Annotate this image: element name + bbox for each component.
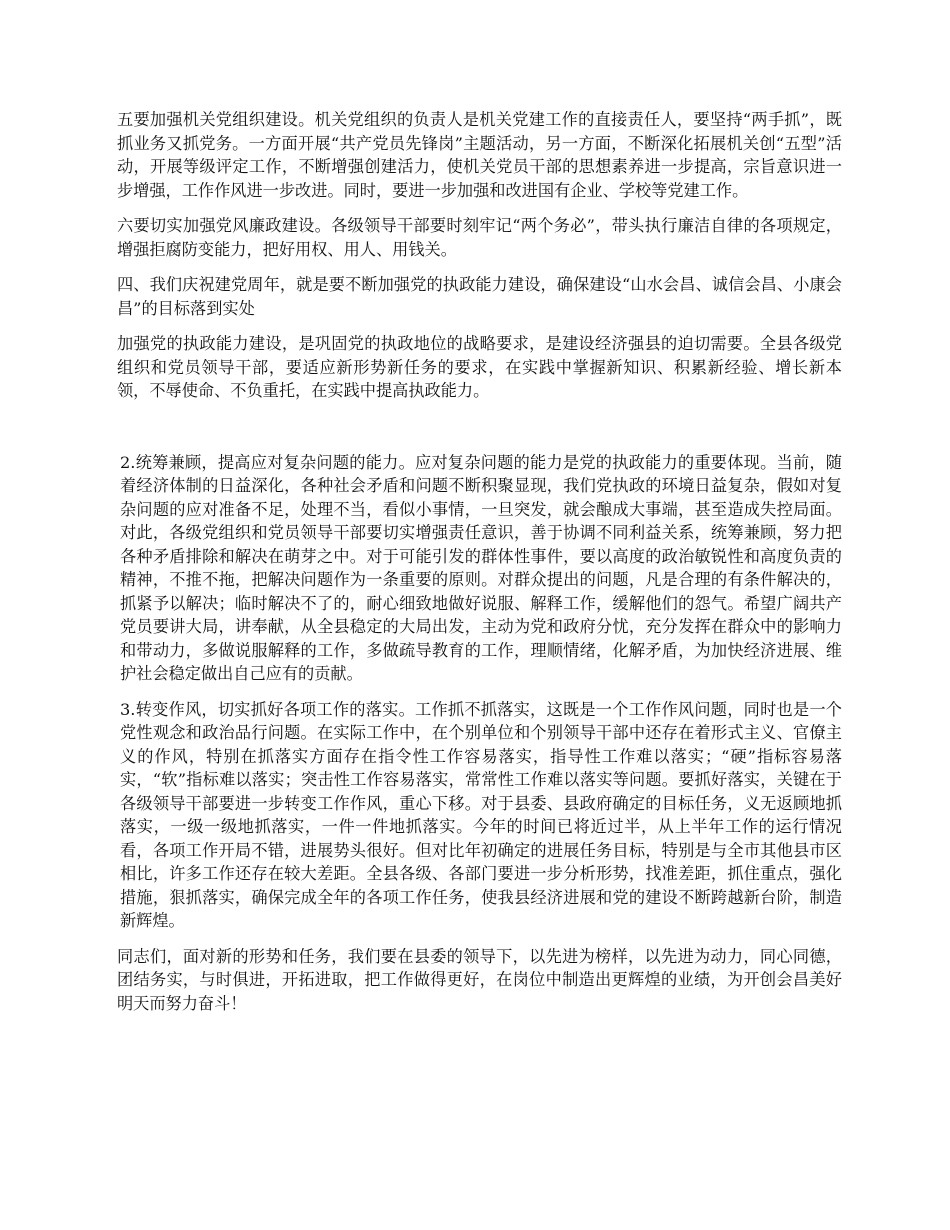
paragraph-closing: 同志们，面对新的形势和任务，我们要在县委的领导下，以先进为榜样，以先进为动力，同心同德，团结务实，与时俱进，开拓进取，把工作做得更好，在岗位中制造出更辉煌的业绩，为开创会昌美好明天而努力奋斗！: [117, 946, 842, 1013]
paragraph-party-organization: 五要加强机关党组织建设。机关党组织的负责人是机关党建工作的直接责任人，要坚持“两手抓”，既抓业务又抓党务。一方面开展“共产党员先锋岗”主题活动，另一方面，不断深化拓展机关创“五型”活动，开展等级评定工作，不断增强创建活力，使机关党员干部的思想素养进一步提高，宗旨意识进一步增强，工作作风进一步改进。同时，要进一步加强和改进国有企业、学校等党建工作。: [117, 110, 842, 200]
paragraph-governing-capacity: 加强党的执政能力建设，是巩固党的执政地位的战略要求，是建设经济强县的迫切需要。全县各级党组织和党员领导干部，要适应新形势新任务的要求，在实践中掌握新知识、积累新经验、增长新本领，不辱使命、不负重托，在实践中提高执政能力。: [117, 334, 842, 400]
paragraph-item-3: 3.转变作风，切实抓好各项工作的落实。工作抓不抓落实，这既是一个工作作风问题，同时也是一个党性观念和政治品行问题。在实际工作中，在个别单位和个别领导干部中还存在着形式主义、官僚主义的作风，特别在抓落实方面存在指令性工作容易落实，指导性工作难以落实；“硬”指标容易落实，“软”指标难以落实；突击性工作容易落实，常常性工作难以落实等问题。要抓好落实，关键在于各级领导干部要进一步转变工作作风，重心下移。对于县委、县政府确定的目标任务，义无返顾地抓落实，一级一级地抓落实，一件一件地抓落实。今年的时间已将近过半，从上半年工作的运行情况看，各项工作开局不错，进展势头很好。但对比年初确定的进展任务目标，特别是与全市其他县市区相比，许多工作还存在较大差距。全县各级、各部门要进一步分析形势，找准差距，抓住重点，强化措施，狠抓落实，确保完成全年的各项工作任务，使我县经济进展和党的建设不断跨越新台阶，制造新辉煌。: [120, 699, 842, 930]
document-body: [117, 108, 842, 1027]
section-spacer: [117, 415, 842, 451]
section-heading-four: 四、我们庆祝建党周年，就是要不断加强党的执政能力建设，确保建设“山水会昌、诚信会昌、小康会昌”的目标落到实处: [117, 275, 842, 318]
paragraph-clean-government: 六要切实加强党风廉政建设。各级领导干部要时刻牢记“两个务必”，带头执行廉洁自律的各项规定，增强拒腐防变能力，把好用权、用人、用钱关。: [117, 216, 842, 259]
paragraph-item-2: 2.统筹兼顾，提高应对复杂问题的能力。应对复杂问题的能力是党的执政能力的重要体现。当前，随着经济体制的日益深化，各种社会矛盾和问题不断积聚显现，我们党执政的环境日益复杂，假如对复杂问题的应对准备不足，处理不当，看似小事情，一旦突发，就会酿成大事端，甚至造成失控局面。对此，各级党组织和党员领导干部要切实增强责任意识，善于协调不同利益关系，统筹兼顾，努力把各种矛盾排除和解决在萌芽之中。对于可能引发的群体性事件，要以高度的政治敏锐性和高度负责的精神，不推不拖，把解决问题作为一条重要的原则。对群众提出的问题，凡是合理的有条件解决的，抓紧予以解决；临时解决不了的，耐心细致地做好说服、解释工作，缓解他们的怨气。希望广阔共产党员要讲大局，讲奉献，从全县稳定的大局出发，主动为党和政府分忧，充分发挥在群众中的影响力和带动力，多做说服解释的工作，多做疏导教育的工作，理顺情绪，化解矛盾，为加快经济进展、维护社会稳定做出自己应有的贡献。: [120, 452, 842, 683]
